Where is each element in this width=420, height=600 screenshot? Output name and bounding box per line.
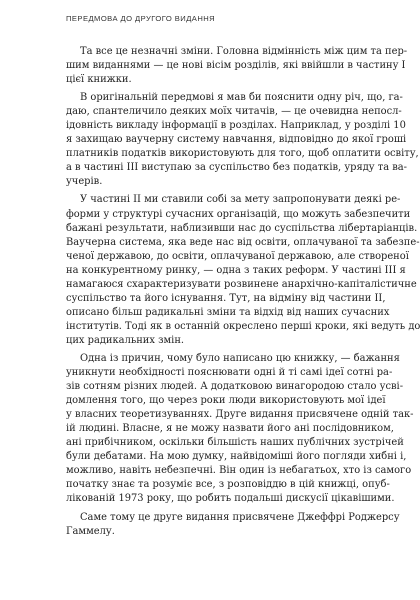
body-text [66, 45, 420, 543]
text-line: суспільство та його існування. Тут, на відміну від частини II, [66, 292, 386, 304]
text-line: форми у структурі сучасних організацій, що можуть забезпечити [66, 208, 411, 220]
text-line: описано більш радикальні зміни та відхід від наших сучасних [66, 306, 390, 318]
text-line: Одна із причин, чому було написано цю книжку, — бажання [80, 352, 400, 364]
text-line: У частині II ми ставили собі за мету запропонувати деякі ре- [80, 194, 401, 206]
paragraph-4 [66, 352, 414, 507]
text-line: можливо, навіть небезпечні. Він один із небагатьох, хто із самого [66, 465, 412, 477]
text-line: Гаммелу. [66, 525, 115, 537]
text-line: домлення того, що через роки люди використовують мої ідеї [66, 395, 386, 407]
paragraph-1 [66, 45, 408, 87]
text-line: Ваучерна система, яка веде нас від освіти, оплачуваної та забезпе- [66, 236, 420, 248]
text-line: у власних теоретизуваннях. Друге видання присвячене одній так- [66, 409, 414, 421]
running-head: ПЕРЕДМОВА ДО ДРУГОГО ВИДАННЯ [66, 14, 216, 23]
paragraph-2 [66, 91, 419, 189]
text-line: Саме тому це друге видання присвячене Джеффрі Роджерсу [80, 511, 400, 523]
text-line: намагаюся схарактеризувати розвинене анархічно-капіталістичне [66, 278, 417, 290]
text-line: на конкурентному ринку, — одна з таких реформ. У частині III я [66, 264, 406, 276]
text-line: початку знає та розуміє все, з розповіддю в цій книжці, опуб- [66, 479, 390, 491]
text-line: ані прибічником, оскільки більшість наших публічних зустрічей [66, 437, 404, 449]
text-line: платників податків використовують для того, щоб оплатити освіту, [66, 148, 419, 160]
text-line: лікованій 1973 року, що робить подальші дискусії цікавішими. [66, 493, 395, 505]
text-line: бажані результати, наблизивши нас до суспільства лібертаріанців. [66, 222, 418, 234]
text-line: ій людині. Власне, я не можу назвати його ані послідовником, [66, 423, 394, 435]
text-line: я захищаю ваучерну систему навчання, відповідно до якої гроші [66, 134, 407, 146]
text-line: Та все це незначні зміни. Головна відмінність між цим та пер- [80, 46, 408, 57]
paragraph-5 [66, 511, 400, 539]
text-line: цих радикальних змін. [66, 334, 185, 346]
text-line: уникнути необхідності пояснювати одні й ті самі ідеї сотні ра- [66, 367, 393, 379]
text-line: учерів. [66, 176, 103, 188]
text-line: В оригінальній передмові я мав би пояснити одну річ, що, га- [80, 92, 403, 104]
text-line: шим виданнями — це нові вісім розділів, які ввійшли в частину I [66, 60, 406, 72]
text-line: даю, спантеличило деяких моїх читачів, — це очевидна непосл- [66, 106, 402, 118]
text-line: ідовність викладу інформації в розділах. Наприклад, у розділі 10 [66, 120, 406, 132]
text-line: а в частині III виступаю за суспільство без податків, уряду та ва- [66, 162, 408, 174]
text-line: зів сотням різних людей. А додатковою винагородою стало усві- [66, 381, 404, 393]
paragraph-3 [66, 193, 420, 348]
text-line: були дебатами. На мою думку, найвідоміші його погляди хибні і, [66, 451, 407, 463]
text-line: ченої державою, до освіти, оплачуваної державою, але створеної [66, 250, 409, 262]
text-line: цієї книжки. [66, 74, 132, 86]
text-line: інститутів. Тоді як в останній окреслено перші кроки, які ведуть до [66, 320, 420, 332]
